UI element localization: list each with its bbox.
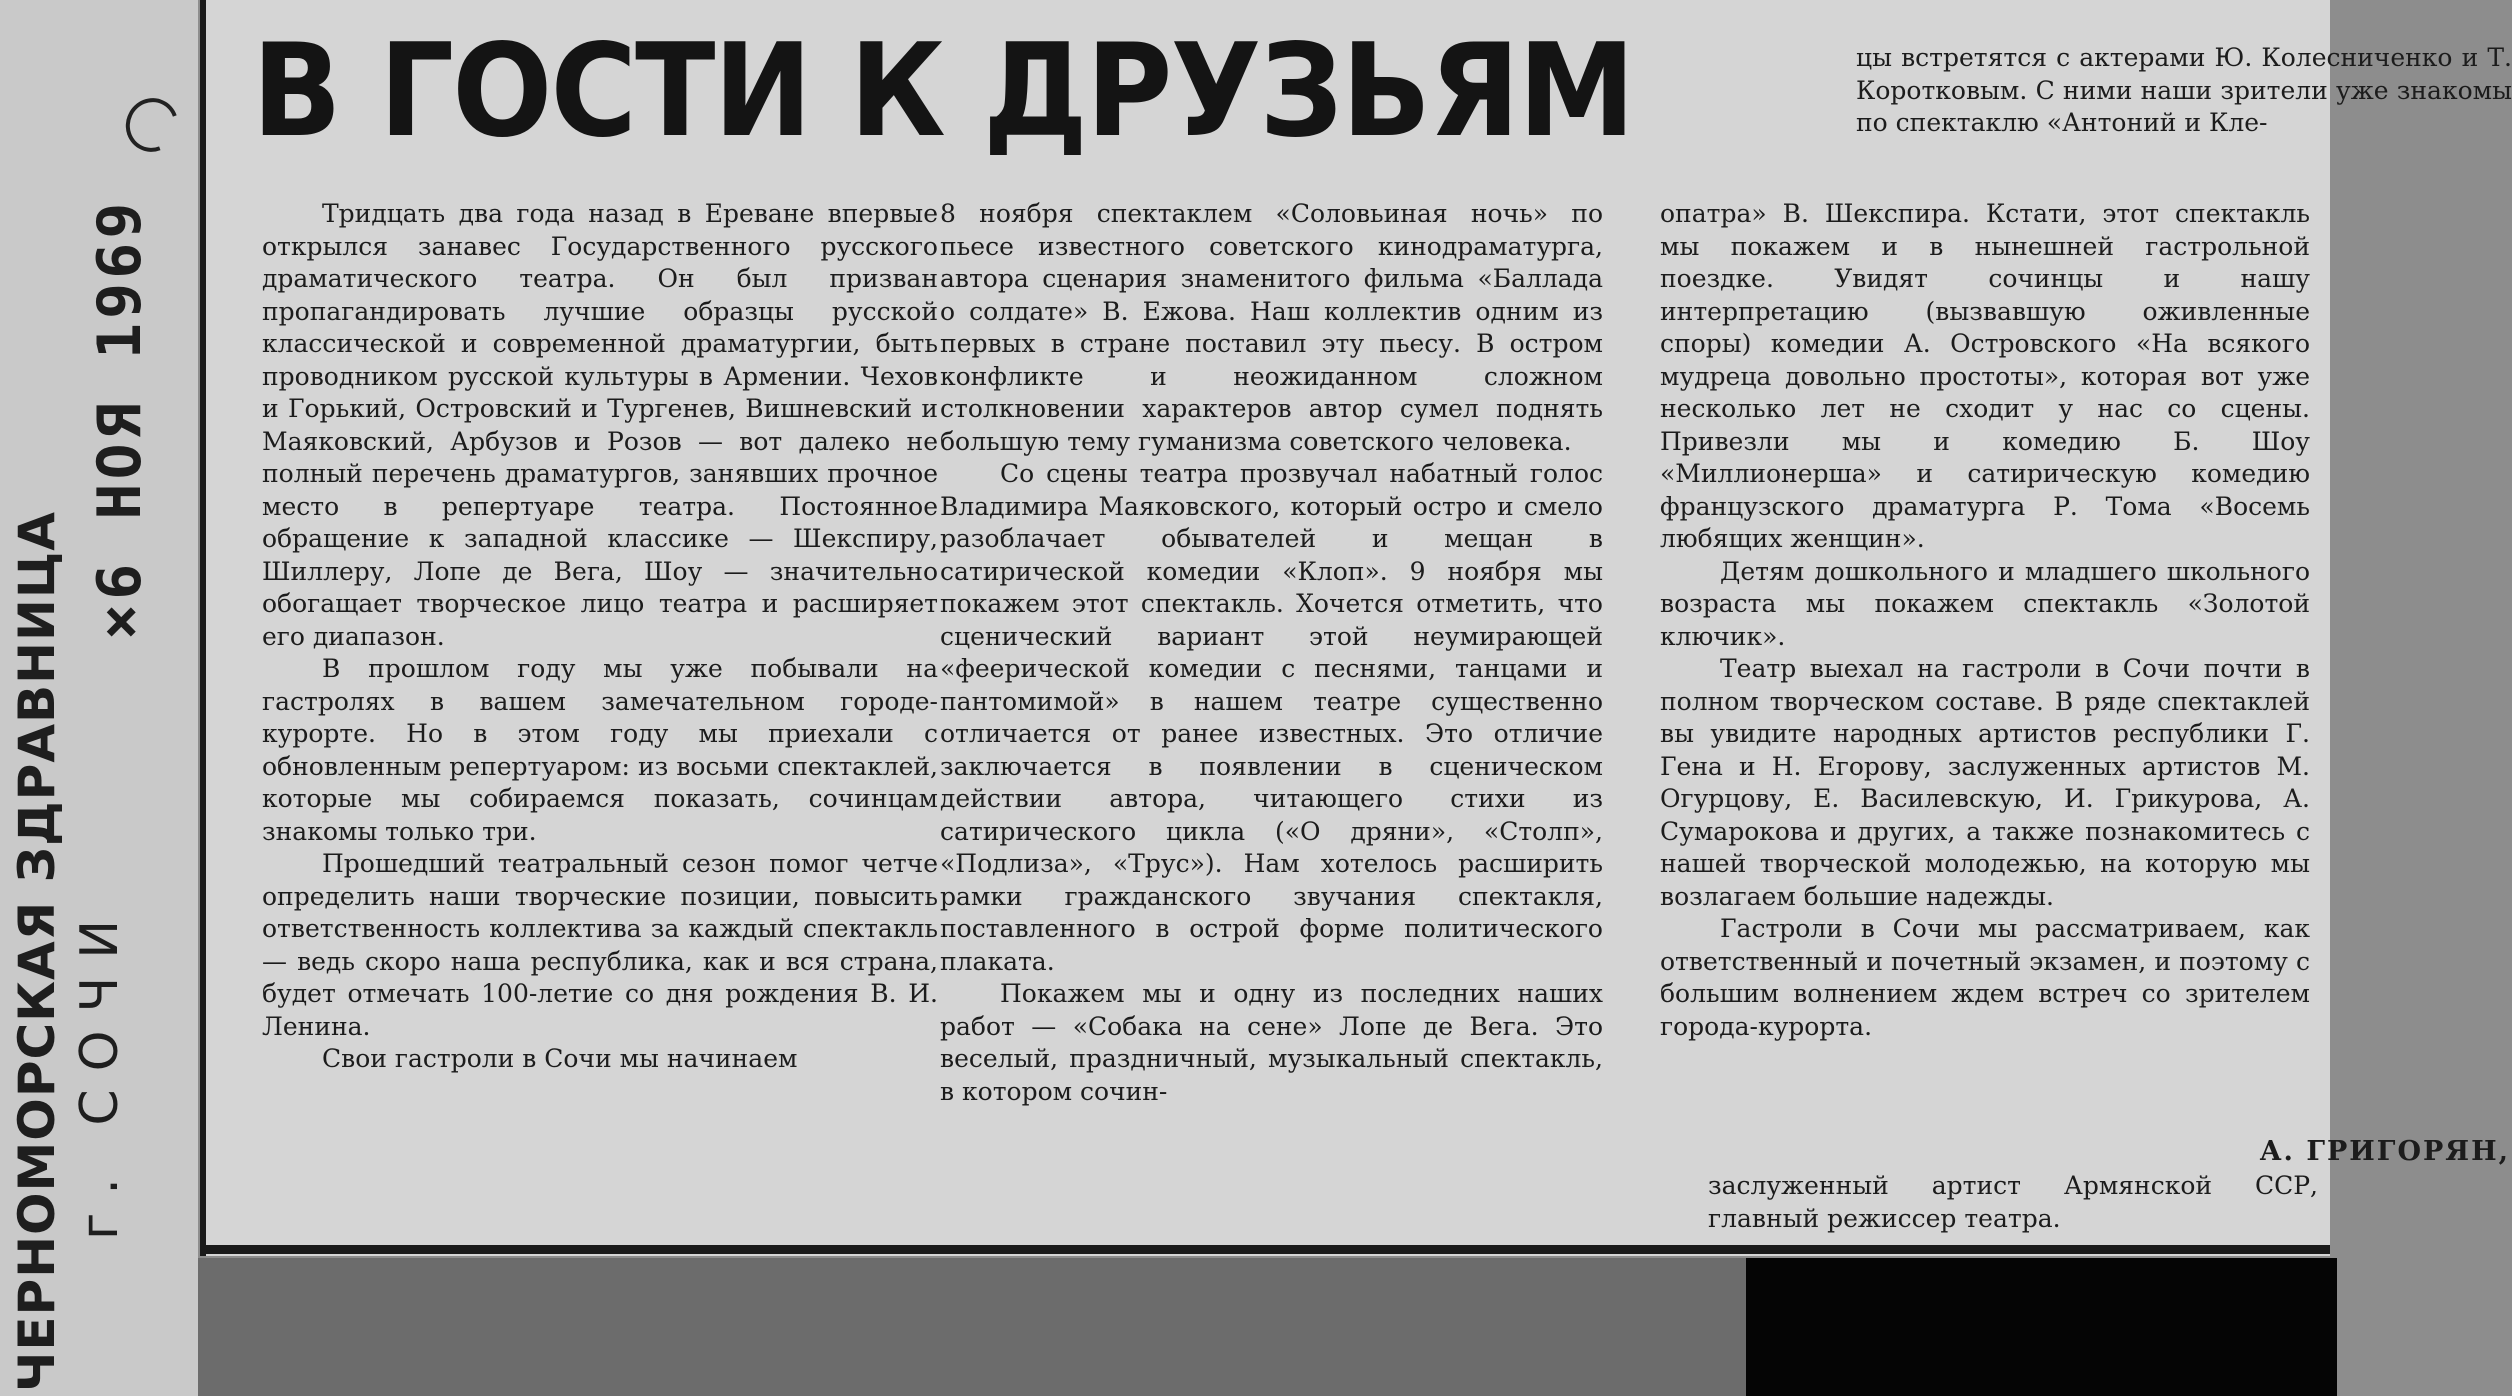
clipping-left-border (200, 0, 206, 1256)
paragraph: Покажем мы и одну из последних наших работ — «Собака на сене» Лопе де Вега. Это веселый, праздничный, музыкальный спектакль, в котором сочин- (940, 979, 1603, 1106)
article-column-4-top (1856, 42, 2512, 140)
paragraph: 8 ноября спектаклем «Соловьиная ночь» по пьесе известного советского кинодраматурга, автора сценария знаменитого фильма «Баллада о солдате» В. Ежова. Наш коллектив одним из первых в стране поставил эту пьесу. В остром конфликте и неожиданном сложном столкновении характеров автор сумел поднять большую тему гуманизма советского человека. (940, 199, 1603, 456)
paragraph: Свои гастроли в Сочи мы начинаем (322, 1044, 798, 1073)
newspaper-name: ЧЕРНОМОРСКАЯ ЗДРАВНИЦА (8, 511, 66, 1392)
newspaper-clipping (200, 0, 2512, 1256)
article-column-3 (1660, 198, 2310, 1043)
paragraph: Детям дошкольного и младшего школьного возраста мы покажем спектакль «Золотой ключик». (1660, 556, 2310, 651)
pencil-mark-icon (117, 90, 187, 161)
clipping-label-strip (0, 0, 198, 1396)
paragraph: Прошедший театральный сезон помог четче определить наши творческие позиции, повысить ответственность коллектива за каждый спектакль — ведь скоро наша республика, как и вся страна, будет отмечать 100-летие со дня рождения В. И. Ленина. (262, 849, 938, 1041)
city-label: г. СОЧИ (70, 901, 130, 1240)
date-stamp: ×6 НОЯ 1969 (85, 198, 155, 640)
author-name: А. ГРИГОРЯН, (2259, 1136, 2510, 1167)
article-column-1 (262, 198, 938, 1076)
background-gap (198, 1258, 1746, 1396)
paragraph: Со сцены театра прозвучал набатный голос Владимира Маяковского, который остро и смело разоблачает обывателей и мещан в сатирической комедии «Клоп». 9 ноября мы покажем этот спектакль. Хочется отметить, что сценический вариант этой неумирающей «феерической комедии с песнями, танцами и пантомимой» в нашем театре существенно отличается от ранее известных. Это отличие заключается в появлении в сценическом действии автора, читающего стихи из сатирического цикла («О дряни», «Столп», «Подлиза», «Трус»). Нам хотелось расширить рамки гражданского звучания спектакля, поставленного в острой форме политического плаката. (940, 459, 1603, 976)
paragraph: Тридцать два года назад в Ереване впервые открылся занавес Государственного русского драматического театра. Он был призван пропагандировать лучшие образцы русской классической и современной драматургии, быть проводником русской культуры в Армении. Чехов и Горький, Островский и Тургенев, Вишневский и Маяковский, Арбузов и Розов — вот далеко не полный перечень драматургов, занявших прочное место в репертуаре театра. Постоянное обращение к западной классике — Шекспиру, Шиллеру, Лопе де Вега, Шоу — значительно обогащает творческое лицо театра и расширяет его диапазон. (262, 199, 938, 651)
background-dark-corner (1746, 1258, 2337, 1396)
paragraph: В прошлом году мы уже побывали на гастролях в вашем замечательном городе-курорте. Но в этом году мы приехали с обновленным репертуаром: из восьми спектаклей, которые мы собираемся показать, сочинцам знакомы только три. (262, 654, 938, 846)
paragraph: Гастроли в Сочи мы рассматриваем, как ответственный и почетный экзамен, и поэтому с большим волнением ждем встреч со зрителем города-курорта. (1660, 914, 2310, 1041)
article-column-2 (940, 198, 1603, 1108)
author-title: заслуженный артист Армянской ССР, главный режиссер театра. (1708, 1171, 2318, 1233)
clipping-bottom-border (200, 1245, 2330, 1254)
paragraph: цы встретятся с актерами Ю. Колесниченко и Т. Коротковым. С ними наши зрители уже знакомы по спектаклю «Антоний и Кле- (1856, 43, 2512, 137)
paragraph: Театр выехал на гастроли в Сочи почти в полном творческом составе. В ряде спектаклей вы увидите народных артистов республики Г. Гена и Н. Егорову, заслуженных артистов М. Огурцову, Е. Василевскую, И. Грикурова, А. Сумарокова и других, а также познакомитесь с нашей творческой молодежью, на которую мы возлагаем большие надежды. (1660, 654, 2310, 911)
article-headline: В ГОСТИ К ДРУЗЬЯМ (252, 17, 1634, 166)
paragraph: опатра» В. Шекспира. Кстати, этот спектакль мы покажем и в нынешней гастрольной поездке. Увидят сочинцы и нашу интерпретацию (вызвавшую оживленные споры) комедии А. Островского «На всякого мудреца довольно простоты», которая вот уже несколько лет не сходит у нас со сцены. Привезли мы и комедию Б. Шоу «Миллионерша» и сатирическую комедию французского драматурга Р. Тома «Восемь любящих женщин». (1660, 199, 2310, 553)
